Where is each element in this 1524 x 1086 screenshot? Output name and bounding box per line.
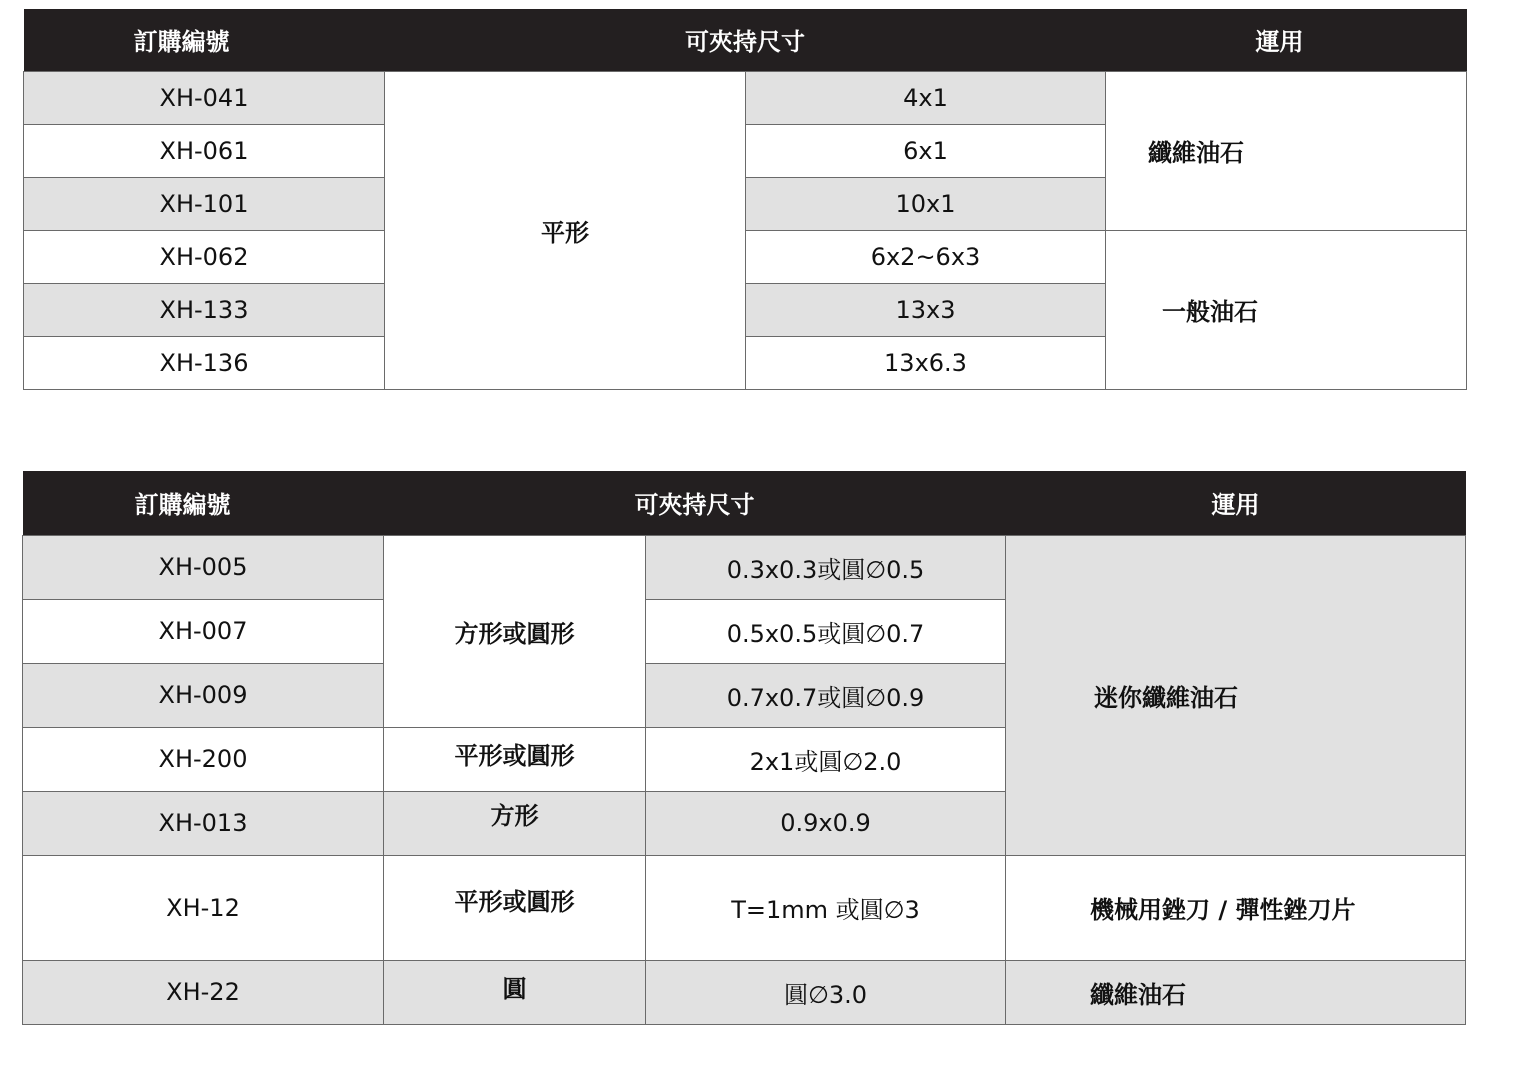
order-code-cell: XH-12 bbox=[23, 855, 384, 960]
size-cell: 13x3 bbox=[746, 283, 1106, 336]
order-code-cell: XH-041 bbox=[24, 71, 385, 124]
size-cell: 0.5x0.5或圓∅0.7 bbox=[646, 599, 1006, 663]
application-cell: 機械用銼刀 / 彈性銼刀片 bbox=[1006, 855, 1466, 960]
shape-cell: 平形或圓形 bbox=[384, 727, 646, 791]
shape-cell: 方形或圓形 bbox=[384, 535, 646, 727]
shape-cell: 平形 bbox=[385, 71, 746, 389]
size-cell: 6x1 bbox=[746, 124, 1106, 177]
shape-cell: 平形或圓形 bbox=[384, 855, 646, 960]
application-cell: 迷你纖維油石 bbox=[1006, 535, 1466, 855]
table-row bbox=[23, 855, 1466, 960]
table-row bbox=[23, 535, 1466, 599]
header-application: 運用 bbox=[1106, 9, 1467, 71]
order-code-cell: XH-101 bbox=[24, 177, 385, 230]
header-order-no: 訂購編號 bbox=[23, 471, 384, 535]
shape-cell: 方形 bbox=[384, 791, 646, 855]
size-cell: 2x1或圓∅2.0 bbox=[646, 727, 1006, 791]
header-clamp-size: 可夾持尺寸 bbox=[384, 471, 1006, 535]
size-cell: 13x6.3 bbox=[746, 336, 1106, 389]
table-row bbox=[23, 960, 1466, 1024]
table-header-row bbox=[24, 9, 1467, 71]
size-cell: 0.3x0.3或圓∅0.5 bbox=[646, 535, 1006, 599]
spec-table-flat bbox=[23, 9, 1467, 390]
table-row bbox=[24, 71, 1467, 124]
order-code-cell: XH-133 bbox=[24, 283, 385, 336]
header-application: 運用 bbox=[1006, 471, 1466, 535]
size-cell: 0.7x0.7或圓∅0.9 bbox=[646, 663, 1006, 727]
size-cell: 圓∅3.0 bbox=[646, 960, 1006, 1024]
size-cell: T=1mm 或圓∅3 bbox=[646, 855, 1006, 960]
size-cell: 0.9x0.9 bbox=[646, 791, 1006, 855]
order-code-cell: XH-005 bbox=[23, 535, 384, 599]
application-cell: 纖維油石 bbox=[1106, 71, 1467, 230]
order-code-cell: XH-061 bbox=[24, 124, 385, 177]
size-cell: 10x1 bbox=[746, 177, 1106, 230]
order-code-cell: XH-013 bbox=[23, 791, 384, 855]
application-cell: 一般油石 bbox=[1106, 230, 1467, 389]
spec-table-mini bbox=[22, 471, 1466, 1025]
order-code-cell: XH-136 bbox=[24, 336, 385, 389]
order-code-cell: XH-007 bbox=[23, 599, 384, 663]
shape-cell: 圓 bbox=[384, 960, 646, 1024]
order-code-cell: XH-22 bbox=[23, 960, 384, 1024]
order-code-cell: XH-009 bbox=[23, 663, 384, 727]
header-clamp-size: 可夾持尺寸 bbox=[385, 9, 1106, 71]
header-order-no: 訂購編號 bbox=[24, 9, 385, 71]
order-code-cell: XH-062 bbox=[24, 230, 385, 283]
order-code-cell: XH-200 bbox=[23, 727, 384, 791]
size-cell: 4x1 bbox=[746, 71, 1106, 124]
application-cell: 纖維油石 bbox=[1006, 960, 1466, 1024]
table-header-row bbox=[23, 471, 1466, 535]
size-cell: 6x2~6x3 bbox=[746, 230, 1106, 283]
table-row bbox=[24, 230, 1467, 283]
